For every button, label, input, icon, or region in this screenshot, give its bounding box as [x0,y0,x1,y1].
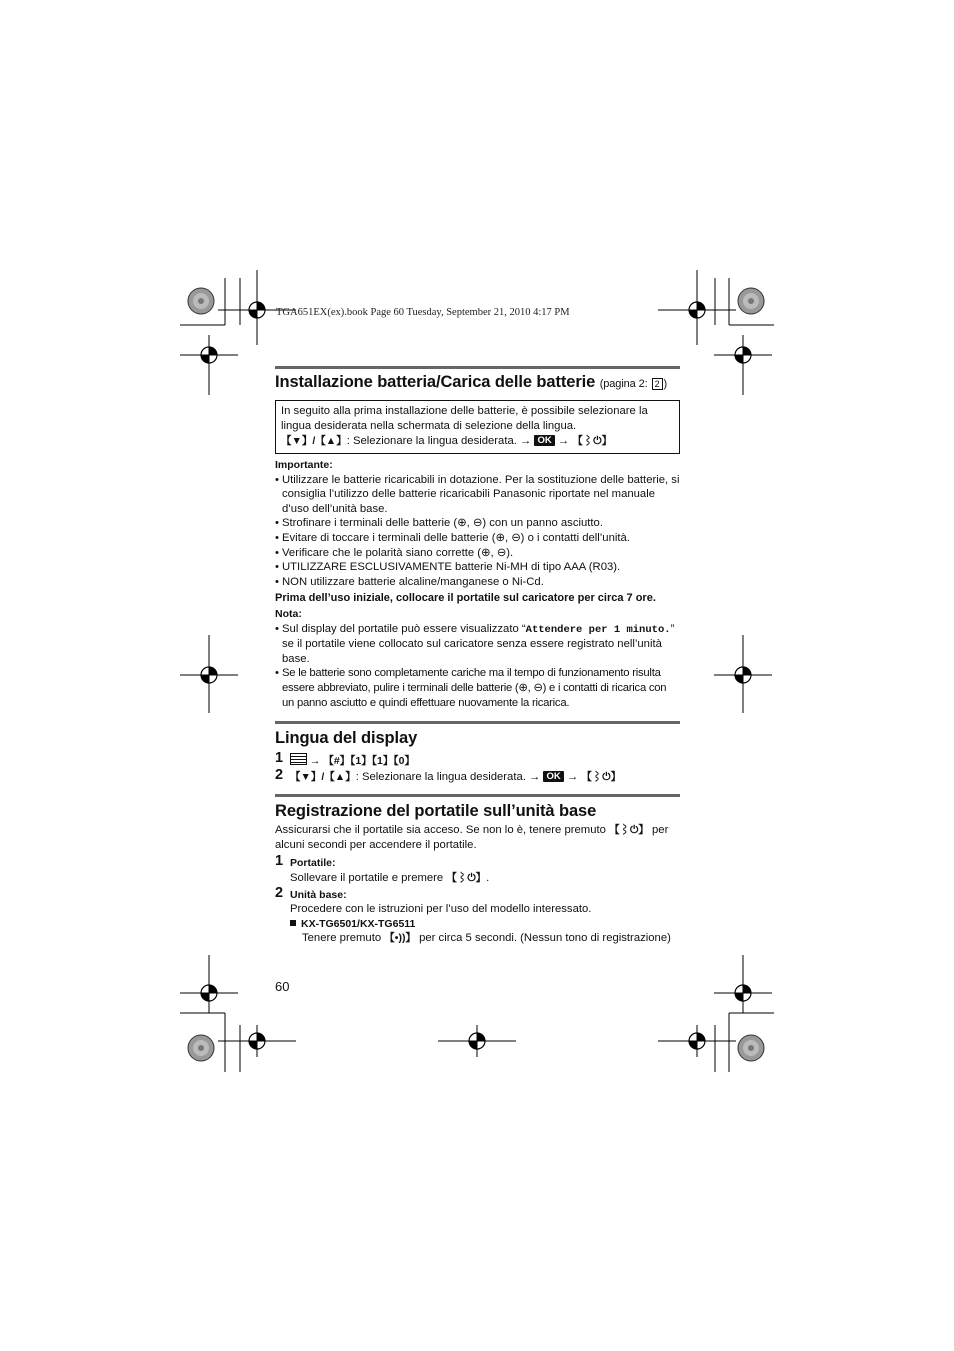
charge-note: Prima dell’uso iniziale, collocare il portatile sul caricatore per circa 7 ore. [275,592,656,605]
power-key-icon: 【⌇⏻】 [572,435,613,447]
ok-key-icon: OK [534,435,554,446]
square-bullet-icon [290,920,296,926]
list-item: • Strofinare i terminali delle batterie (⊕, ⊖) con un panno asciutto. [275,516,680,531]
power-key-icon: 【⌇⏻】 [581,770,622,783]
menu-key-icon [290,753,307,765]
list-item: • Se le batterie sono completamente cariche ma il tempo di funzionamento risulta essere abbreviato, pulire i terminali delle batterie (⊕, ⊖) e i contatti di ricarica con un panno asciutto e quindi effettuare nuovamente la ricarica. [275,666,680,710]
list-item: • UTILIZZARE ESCLUSIVAMENTE batterie Ni-MH di tipo AAA (R03). [275,560,680,575]
page-number: 60 [275,979,290,995]
arrow-keys: 【▼】/【▲】 [290,770,356,783]
language-info-box: In seguito alla prima installazione delle batterie, è possibile selezionare la lingua desiderata nella schermata di selezione della lingua. 【▼】/【▲】: Selezionare la lingua desiderata. → OK → 【⌇⏻】 [275,400,680,454]
section-title-registration: Registrazione del portatile sull’unità base [275,802,597,821]
ok-key-icon: OK [543,771,563,782]
step-2: 2 【▼】/【▲】: Selezionare la lingua desiderata. → OK → 【⌇⏻】 [275,766,622,783]
power-key-icon: 【⌇⏻】 [446,872,487,885]
step-1: 1 Portatile: Sollevare il portatile e premere 【⌇⏻】. [275,853,490,885]
section-title-battery: Installazione batteria/Carica delle batterie (pagina 2: 2 ) [275,373,668,391]
model-label: KX-TG6501/KX-TG6511 [301,917,416,930]
locator-key-icon: 【•))】 [384,932,416,945]
list-item: • Utilizzare le batterie ricaricabili in dotazione. Per la sostituzione delle batterie, si consiglia l’utilizzo delle batterie ricaricabili Panasonic riportate nel manuale d’uso dell’unità base. [275,473,680,517]
file-info-header: TGA651EX(ex).book Page 60 Tuesday, September 21, 2010 4:17 PM [276,307,570,318]
section-rule [275,366,680,369]
registration-intro: Assicurarsi che il portatile sia acceso. Se non lo è, tenere premuto 【⌇⏻】 per alcuni secondi per accendere il portatile. [275,824,669,851]
list-item: • Evitare di toccare i terminali delle batterie (⊕, ⊖) o i contatti dell’unità. [275,531,680,546]
step-1: 1 → 【#】【1】【1】【0】 [275,750,415,768]
section-rule [275,721,680,724]
nota-label: Nota: [275,607,302,620]
list-item: • NON utilizzare batterie alcaline/manganese o Ni-Cd. [275,575,680,590]
step-2: 2 Unità base: Procedere con le istruzioni per l’uso del modello interessato. KX-TG6501/KX-TG6511 Tenere premuto 【•))】 per circa 5 secondi. (Nessun tono di registrazione) [275,884,671,945]
list-item: • Sul display del portatile può essere visualizzato “Attendere per 1 minuto.” se il portatile viene collocato sul caricatore senza essere registrato nell’unità base. [275,622,680,667]
arrow-keys: 【▼】/【▲】 [281,435,347,447]
manual-page-content [275,366,680,995]
power-key-icon: 【⌇⏻】 [609,824,649,837]
list-item: • Verificare che le polarità siano corrette (⊕, ⊖). [275,546,680,561]
section-rule [275,794,680,797]
important-label: Importante: [275,459,333,471]
section-title-language: Lingua del display [275,729,418,748]
